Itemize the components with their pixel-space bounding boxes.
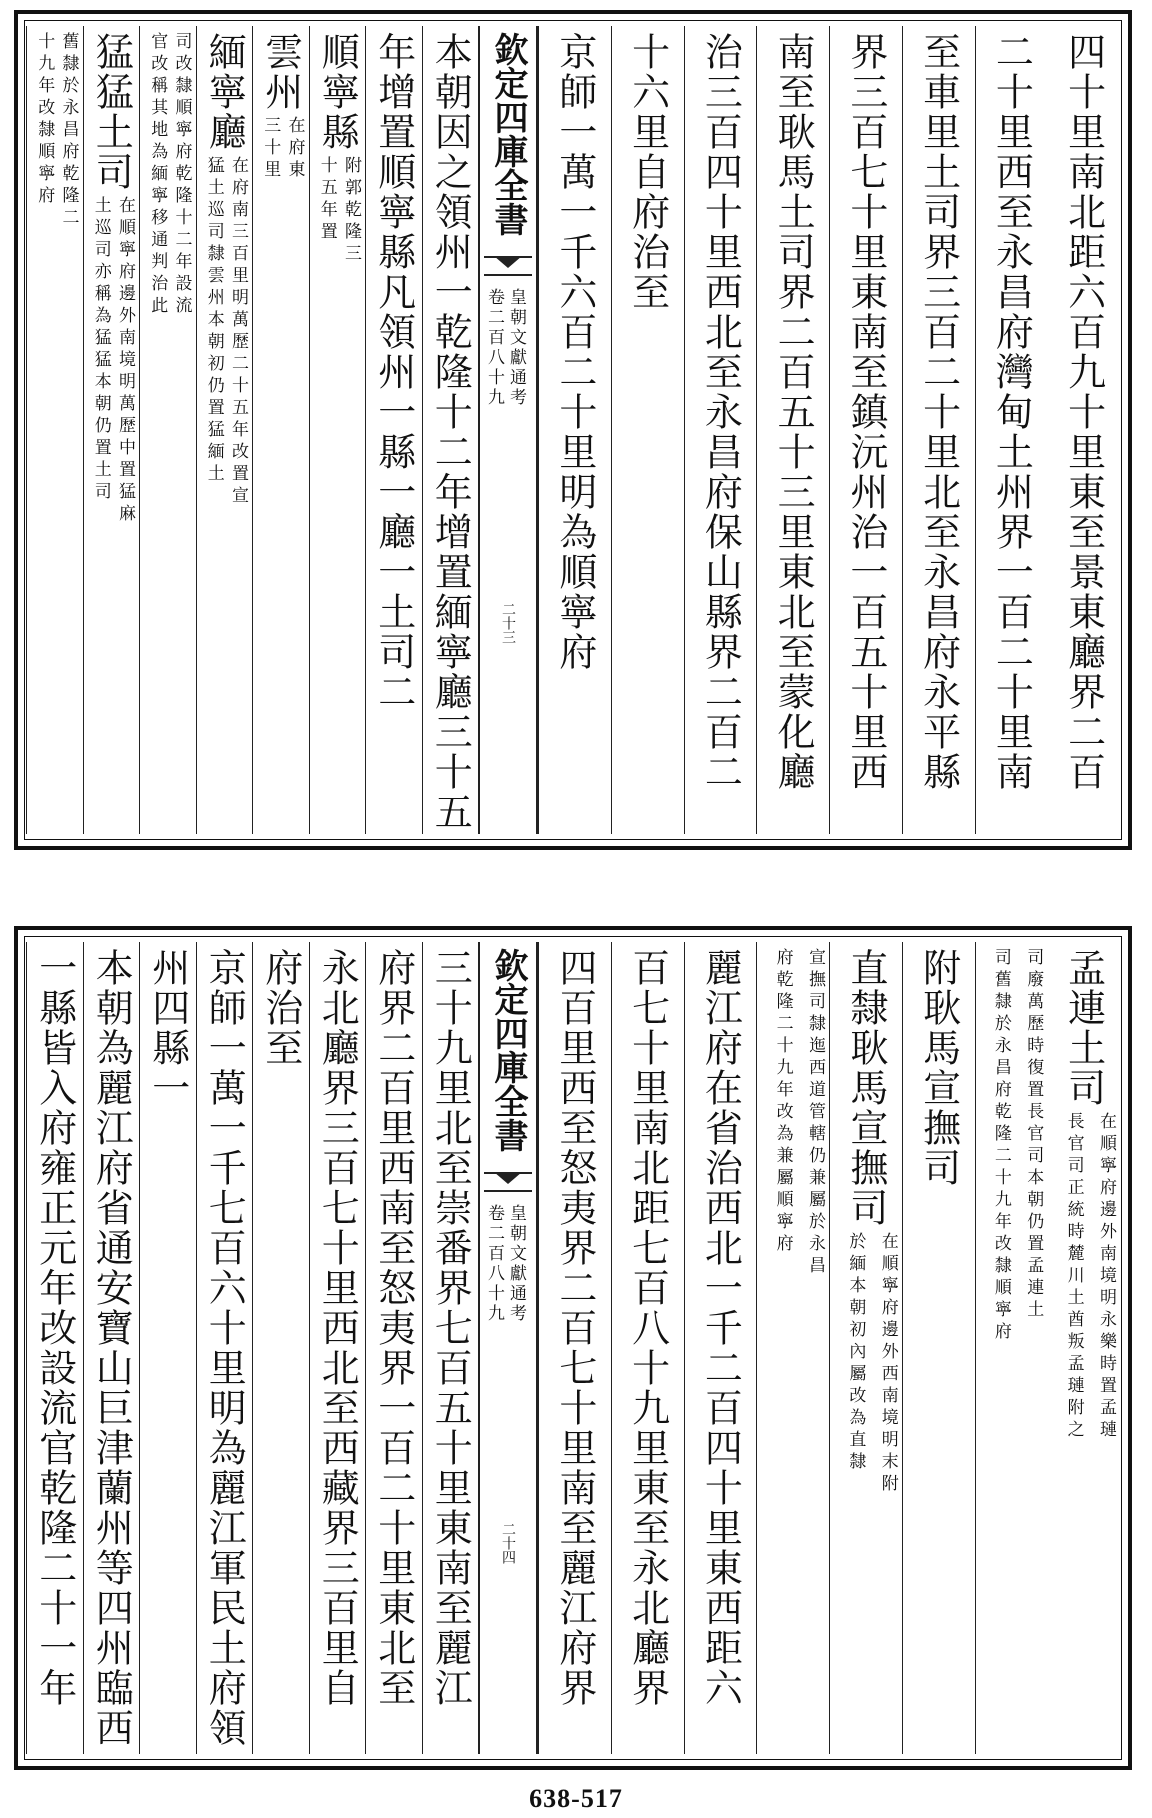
text-column (422, 942, 479, 1754)
commentary-note (834, 1232, 898, 1754)
commentary-note-line: 府乾隆二十九年改為兼屬順寧府 (772, 948, 793, 1256)
main-text: 四十里南北距六百九十里東至景東廳界二百 (1061, 32, 1106, 792)
text-column (756, 26, 829, 834)
spine-book-title: 皇朝文獻通考 (506, 288, 526, 408)
text-column (538, 942, 611, 1754)
text-column (26, 942, 83, 1754)
spine-book-title: 皇朝文獻通考 (506, 1204, 526, 1324)
text-column (902, 942, 975, 1754)
commentary-note-line: 土巡司亦稱為猛猛本朝仍置土司 (90, 196, 111, 504)
text-column (829, 942, 902, 1754)
main-text: 本朝為麗江府省通安寶山巨津蘭州等四州臨西 (89, 948, 134, 1748)
spine-page-number: 二十三 (500, 602, 516, 644)
text-column (538, 26, 611, 834)
main-text: 四百里西至怒夷界二百七十里南至麗江府界 (552, 948, 597, 1708)
commentary-note-line: 司舊隸於永昌府乾隆二十九年改隸順寧府 (990, 948, 1011, 1344)
fishtail-ornament-icon (484, 1172, 532, 1192)
main-text: 府治至 (258, 948, 303, 1068)
book-spine-center (478, 942, 538, 1754)
commentary-note-line: 司廢萬歷時復置長官司本朝仍置孟連土 (1023, 948, 1044, 1322)
text-column (309, 942, 366, 1754)
commentary-note-line: 在順寧府邊外南境明萬歷中置猛麻 (115, 196, 135, 526)
commentary-note-line: 在順寧府邊外西南境明末附 (877, 1232, 898, 1496)
main-text: 京師一萬一千六百二十里明為順寧府 (552, 32, 597, 672)
commentary-note-line: 附郭乾隆三 (341, 156, 361, 266)
main-text: 府界二百里西南至怒夷界一百二十里東北至 (371, 948, 416, 1708)
commentary-note (88, 196, 136, 834)
main-text: 麗江府在省治西北一千二百四十里東西距六 (698, 948, 743, 1708)
commentary-note-line: 長官司正統時麓川土酋叛孟璉附之 (1063, 1112, 1084, 1442)
text-column (1047, 942, 1120, 1754)
commentary-note-line: 猛土巡司隸雲州本朝初仍置猛緬土 (203, 156, 224, 486)
main-text: 直隸耿馬宣撫司 (843, 948, 888, 1228)
commentary-note-line: 在順寧府邊外南境明永樂時置孟璉 (1096, 1112, 1116, 1442)
text-column (196, 26, 253, 834)
text-column (902, 26, 975, 834)
spine-volume-number: 卷二百八十九 (484, 288, 504, 408)
commentary-note-line: 十九年改隸順寧府 (34, 32, 55, 208)
commentary-note (257, 116, 305, 834)
text-column (684, 26, 757, 834)
main-text: 年增置順寧縣凡領州一縣一廳一土司二 (371, 32, 416, 712)
spine-collection-title: 欽定四庫全書 (488, 32, 528, 236)
text-column (139, 942, 196, 1754)
text-column (611, 942, 684, 1754)
commentary-note (1051, 1112, 1116, 1754)
text-column (83, 942, 140, 1754)
text-column (1047, 26, 1120, 834)
commentary-note-line: 宣撫司隸迤西道管轄仍兼屬於永昌 (805, 948, 825, 1278)
lower-page-panel (14, 926, 1132, 1770)
main-text: 治三百四十里西北至永昌府保山縣界二百二 (698, 32, 743, 792)
text-column (422, 26, 479, 834)
commentary-note (144, 32, 192, 834)
commentary-note-line: 三十里 (260, 116, 281, 182)
spine-collection-title: 欽定四庫全書 (488, 948, 528, 1152)
main-text: 一縣皆入府雍正元年改設流官乾隆二十一年 (32, 948, 77, 1708)
text-column (26, 26, 83, 834)
main-text: 州四縣一 (145, 948, 190, 1108)
text-column (365, 26, 422, 834)
commentary-note (314, 156, 362, 834)
text-column (756, 942, 829, 1754)
commentary-note-line: 官改稱其地為緬寧移通判治此 (147, 32, 168, 318)
text-column (83, 26, 140, 834)
commentary-note (201, 156, 249, 834)
page-footer-number: 638-517 (529, 1784, 623, 1813)
commentary-note-line: 司改隸順寧府乾隆十二年設流 (171, 32, 192, 318)
main-text: 孟連土司 (1061, 948, 1106, 1108)
main-text: 十六里自府治至 (625, 32, 670, 312)
text-column (975, 26, 1048, 834)
main-text: 永北廳界三百七十里西北至西藏界三百里自 (315, 948, 360, 1708)
text-column (611, 26, 684, 834)
text-column (365, 942, 422, 1754)
text-column (309, 26, 366, 834)
spine-page-number: 二十四 (500, 1522, 516, 1564)
main-text: 緬寧廳 (202, 32, 247, 152)
main-text: 二十里西至永昌府灣甸土州界一百二十里南 (989, 32, 1034, 792)
commentary-note (31, 32, 79, 834)
main-text: 三十九里北至崇番界七百五十里東南至麗江 (428, 948, 473, 1708)
main-text: 界三百七十里東南至鎮沅州治一百五十里西 (843, 32, 888, 792)
main-text: 附耿馬宣撫司 (916, 948, 961, 1188)
main-text: 猛猛土司 (89, 32, 134, 192)
commentary-note (761, 948, 825, 1754)
text-column (829, 26, 902, 834)
text-column (252, 26, 309, 834)
main-text: 至車里土司界三百二十里北至永昌府永平縣 (916, 32, 961, 792)
commentary-note-line: 在府東 (284, 116, 305, 182)
commentary-note (980, 948, 1044, 1754)
text-column (196, 942, 253, 1754)
main-text: 順寧縣 (315, 32, 360, 152)
spine-volume-number: 卷二百八十九 (484, 1204, 504, 1324)
main-text: 雲州 (258, 32, 303, 112)
main-text: 百七十里南北距七百八十九里東至永北廳界 (625, 948, 670, 1708)
text-column (975, 942, 1048, 1754)
text-column (139, 26, 196, 834)
commentary-note-line: 十五年置 (316, 156, 337, 244)
commentary-note-line: 於緬本朝初內屬改為直隸 (845, 1232, 866, 1474)
book-spine-center (478, 26, 538, 834)
commentary-note-line: 舊隸於永昌府乾隆二 (58, 32, 79, 230)
text-column (684, 942, 757, 1754)
text-column (252, 942, 309, 1754)
upper-page-panel (14, 10, 1132, 850)
commentary-note-line: 在府南三百里明萬歷二十五年改置宣 (228, 156, 248, 508)
fishtail-ornament-icon (484, 256, 532, 276)
main-text: 本朝因之領州一乾隆十二年增置緬寧廳三十五 (428, 32, 473, 832)
main-text: 京師一萬一千七百六十里明為麗江軍民土府領 (202, 948, 247, 1748)
main-text: 南至耿馬土司界二百五十三里東北至蒙化廳 (771, 32, 816, 792)
